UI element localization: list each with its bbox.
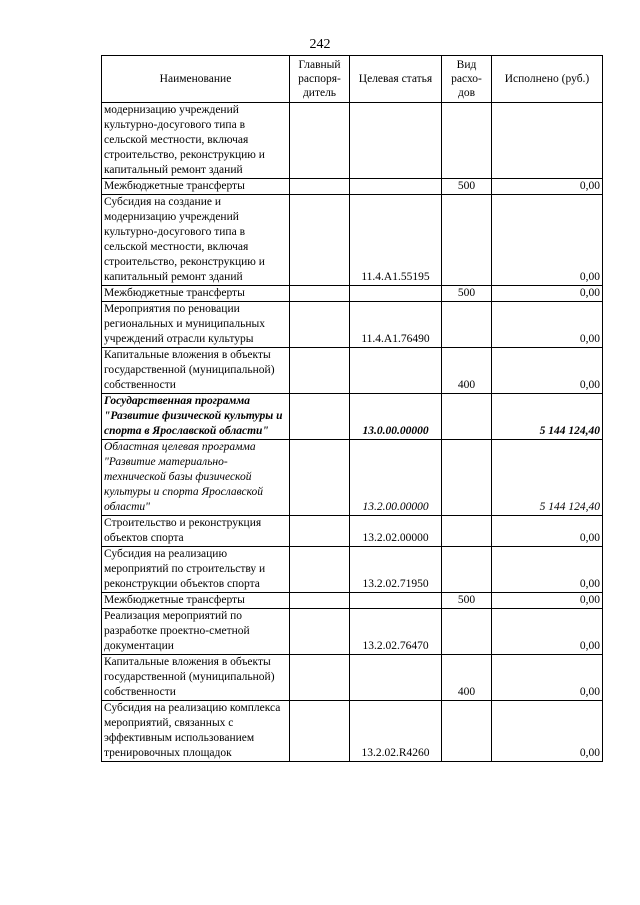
cell-type: 400 [442, 348, 492, 394]
cell-name: Мероприятия по реновации региональных и муниципальных учреждений отрасли культуры [102, 302, 290, 348]
table-body [102, 103, 603, 762]
cell-name: Областная целевая программа "Развитие материально-технической базы физической культуры и спорта Ярославской области" [102, 440, 290, 516]
cell-target: 13.2.02.76470 [350, 609, 442, 655]
cell-target: 13.2.00.00000 [350, 440, 442, 516]
cell-admin [290, 179, 350, 195]
page-number: 242 [309, 37, 331, 52]
cell-name: Строительство и реконструкция объектов спорта [102, 516, 290, 547]
cell-target: 13.2.02.R4260 [350, 701, 442, 762]
cell-name: Реализация мероприятий по разработке проектно-сметной документации [102, 609, 290, 655]
cell-admin [290, 103, 350, 179]
table-row [102, 440, 603, 516]
cell-admin [290, 440, 350, 516]
header-admin: Главный распоря-дитель [290, 56, 350, 103]
cell-admin [290, 593, 350, 609]
cell-amount: 0,00 [492, 195, 603, 286]
table-row [102, 547, 603, 593]
cell-type [442, 516, 492, 547]
cell-name: модернизацию учреждений культурно-досугового типа в сельской местности, включая строительство, реконструкцию и капитальный ремонт зданий [102, 103, 290, 179]
cell-target: 11.4.А1.76490 [350, 302, 442, 348]
cell-amount: 0,00 [492, 547, 603, 593]
cell-admin [290, 394, 350, 440]
cell-admin [290, 195, 350, 286]
cell-name: Субсидия на реализацию мероприятий по строительству и реконструкции объектов спорта [102, 547, 290, 593]
table-row [102, 103, 603, 179]
cell-type [442, 103, 492, 179]
table-header-row [102, 56, 603, 103]
cell-amount: 0,00 [492, 593, 603, 609]
cell-type [442, 440, 492, 516]
cell-target: 13.0.00.00000 [350, 394, 442, 440]
cell-admin [290, 547, 350, 593]
cell-type: 500 [442, 179, 492, 195]
cell-type [442, 302, 492, 348]
table-row [102, 348, 603, 394]
cell-target [350, 286, 442, 302]
cell-name: Государственная программа "Развитие физической культуры и спорта в Ярославской области" [102, 394, 290, 440]
cell-target [350, 593, 442, 609]
header-name: Наименование [102, 56, 290, 103]
cell-type [442, 394, 492, 440]
cell-type: 400 [442, 655, 492, 701]
cell-amount: 0,00 [492, 179, 603, 195]
cell-target: 13.2.02.00000 [350, 516, 442, 547]
cell-amount: 0,00 [492, 286, 603, 302]
cell-target: 11.4.А1.55195 [350, 195, 442, 286]
table-row [102, 286, 603, 302]
cell-name: Межбюджетные трансферты [102, 286, 290, 302]
cell-type [442, 195, 492, 286]
cell-admin [290, 655, 350, 701]
cell-admin [290, 286, 350, 302]
cell-amount: 0,00 [492, 516, 603, 547]
cell-target [350, 103, 442, 179]
cell-name: Субсидия на создание и модернизацию учреждений культурно-досугового типа в сельской местности, включая строительство, реконструкцию и капитальный ремонт зданий [102, 195, 290, 286]
cell-type [442, 609, 492, 655]
header-type: Вид расхо-дов [442, 56, 492, 103]
table-row [102, 701, 603, 762]
table-row [102, 609, 603, 655]
cell-amount: 0,00 [492, 302, 603, 348]
cell-name: Капитальные вложения в объекты государственной (муниципальной) собственности [102, 655, 290, 701]
cell-type [442, 701, 492, 762]
cell-amount [492, 103, 603, 179]
cell-name: Капитальные вложения в объекты государственной (муниципальной) собственности [102, 348, 290, 394]
cell-admin [290, 302, 350, 348]
table-row [102, 655, 603, 701]
table-row [102, 179, 603, 195]
cell-target [350, 655, 442, 701]
cell-target [350, 179, 442, 195]
header-executed: Исполнено (руб.) [492, 56, 603, 103]
cell-type: 500 [442, 286, 492, 302]
cell-target [350, 348, 442, 394]
table-row [102, 516, 603, 547]
cell-amount: 0,00 [492, 655, 603, 701]
cell-amount: 5 144 124,40 [492, 394, 603, 440]
cell-admin [290, 609, 350, 655]
table-row [102, 394, 603, 440]
budget-table [101, 55, 603, 762]
cell-name: Межбюджетные трансферты [102, 179, 290, 195]
table-row [102, 195, 603, 286]
cell-admin [290, 348, 350, 394]
cell-name: Межбюджетные трансферты [102, 593, 290, 609]
cell-amount: 0,00 [492, 609, 603, 655]
cell-admin [290, 516, 350, 547]
cell-amount: 5 144 124,40 [492, 440, 603, 516]
cell-name: Субсидия на реализацию комплекса мероприятий, связанных с эффективным использованием тренировочных площадок [102, 701, 290, 762]
table-row [102, 593, 603, 609]
cell-amount: 0,00 [492, 701, 603, 762]
cell-admin [290, 701, 350, 762]
cell-target: 13.2.02.71950 [350, 547, 442, 593]
cell-type: 500 [442, 593, 492, 609]
cell-amount: 0,00 [492, 348, 603, 394]
table-row [102, 302, 603, 348]
header-target: Целевая статья [350, 56, 442, 103]
cell-type [442, 547, 492, 593]
